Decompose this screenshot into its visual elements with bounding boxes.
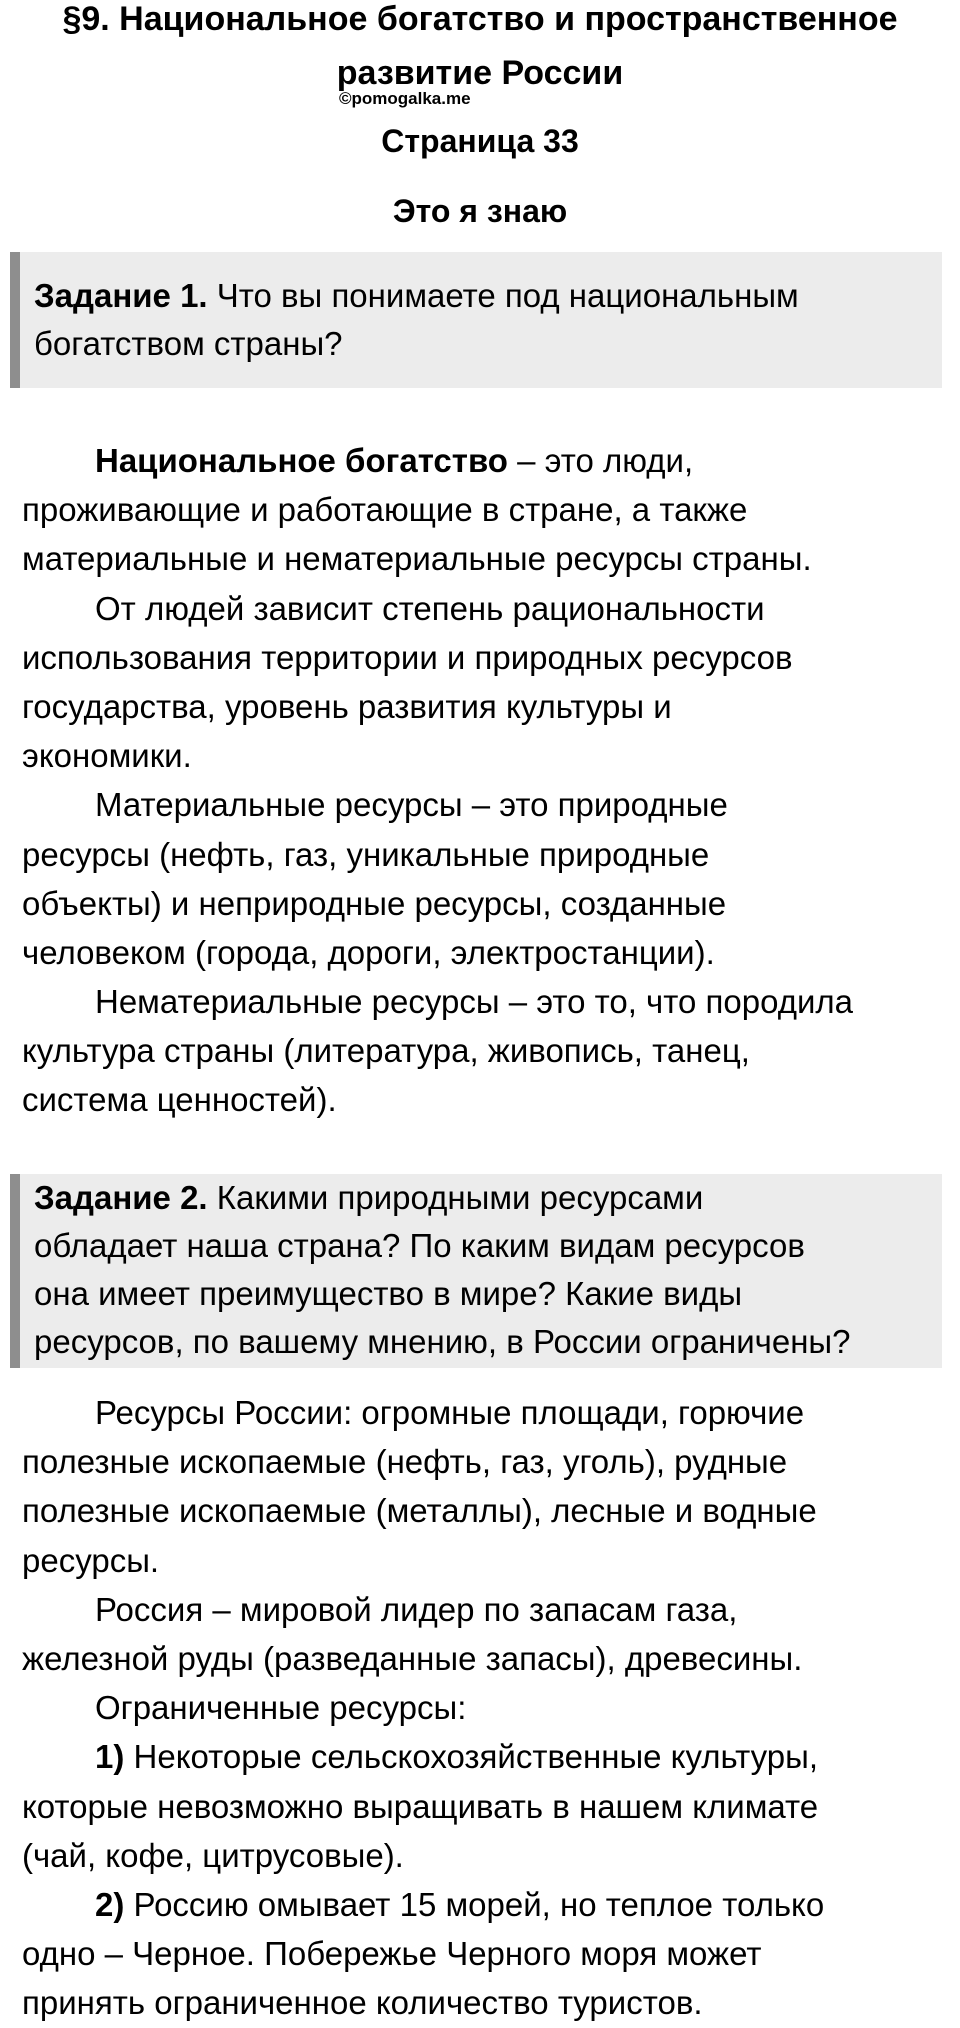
list-item-1 bbox=[22, 1732, 952, 1781]
answer-1-line: Нематериальные ресурсы – это то, что породила bbox=[95, 983, 854, 1021]
task-2-box bbox=[10, 1174, 942, 1368]
answer-1-line: Материальные ресурсы – это природные bbox=[95, 786, 728, 824]
answer-2-line: которые невозможно выращивать в нашем климате bbox=[22, 1787, 819, 1825]
answer-1-line: экономики. bbox=[22, 737, 192, 775]
task-1-label: Задание 1. bbox=[34, 277, 208, 314]
answer-1-line: система ценностей). bbox=[22, 1081, 337, 1119]
answer-2-line: ресурсы. bbox=[22, 1541, 160, 1579]
answer-1-line bbox=[22, 436, 952, 485]
answer-2-line: Ресурсы России: огромные площади, горючие bbox=[95, 1394, 805, 1431]
page-number-heading: Страница 33 bbox=[381, 123, 579, 159]
answer-1-line: использования территории и природных ресурсов bbox=[22, 638, 793, 676]
answer-2-line: Ограниченные ресурсы: bbox=[95, 1689, 467, 1727]
answer-1-line: культура страны (литература, живопись, танец, bbox=[22, 1032, 750, 1070]
task-2-label: Задание 2. bbox=[34, 1179, 208, 1216]
task-2-question-text: Какими природными ресурсами bbox=[207, 1179, 704, 1216]
answer-1-line: человеком (города, дороги, электростанции). bbox=[22, 933, 715, 971]
answer-1 bbox=[22, 436, 952, 1125]
answer-2-line: Россия – мировой лидер по запасам газа, bbox=[95, 1590, 738, 1628]
answer-1-line: проживающие и работающие в стране, а также bbox=[22, 491, 748, 529]
answer-1-line: ресурсы (нефть, газ, уникальные природные bbox=[22, 835, 710, 873]
section-heading: Это я знаю bbox=[392, 193, 568, 229]
answer-1-line: государства, уровень развития культуры и bbox=[22, 687, 672, 725]
answer-1-line: объекты) и неприродные ресурсы, созданные bbox=[22, 884, 727, 922]
list-item-1-number: 1) bbox=[95, 1738, 125, 1776]
page-title-line-2: развитие России bbox=[336, 54, 624, 92]
answer-1-text: – это люди, bbox=[507, 442, 694, 479]
watermark: ©pomogalka.me bbox=[339, 89, 471, 108]
answer-2-line: одно – Черное. Побережье Черного моря может bbox=[22, 1935, 762, 1973]
answer-2 bbox=[22, 1388, 952, 2027]
page-title-line-1: §9. Национальное богатство и пространственное bbox=[62, 0, 898, 38]
answer-2-line: железной руды (разведанные запасы), древесины. bbox=[22, 1639, 803, 1677]
task-2-line-4: ресурсов, по вашему мнению, в России ограничены? bbox=[34, 1323, 851, 1360]
answer-2-line: (чай, кофе, цитрусовые). bbox=[22, 1836, 404, 1874]
answer-2-line: полезные ископаемые (нефть, газ, уголь), рудные bbox=[22, 1443, 788, 1481]
task-1-line-1 bbox=[34, 272, 942, 320]
list-item-1-text: Некоторые сельскохозяйственные культуры, bbox=[124, 1738, 818, 1776]
answer-1-line: От людей зависит степень рациональности bbox=[95, 589, 765, 627]
list-item-2-text: Россию омывает 15 морей, но теплое только bbox=[124, 1885, 825, 1923]
task-1-line-2: богатством страны? bbox=[34, 325, 343, 362]
list-item-2 bbox=[22, 1880, 952, 1929]
list-item-2-number: 2) bbox=[95, 1885, 125, 1923]
task-2-line-1 bbox=[34, 1174, 942, 1222]
task-2-line-2: обладает наша страна? По каким видам ресурсов bbox=[34, 1227, 805, 1264]
task-1-box bbox=[10, 252, 942, 388]
task-2-line-3: она имеет преимущество в мире? Какие виды bbox=[34, 1275, 743, 1312]
term-national-wealth: Национальное богатство bbox=[95, 442, 508, 479]
answer-1-line: материальные и нематериальные ресурсы страны. bbox=[22, 540, 812, 578]
answer-2-line: полезные ископаемые (металлы), лесные и водные bbox=[22, 1492, 817, 1530]
task-1-question-text: Что вы понимаете под национальным bbox=[207, 277, 799, 314]
answer-2-line: принять ограниченное количество туристов. bbox=[22, 1984, 703, 2022]
